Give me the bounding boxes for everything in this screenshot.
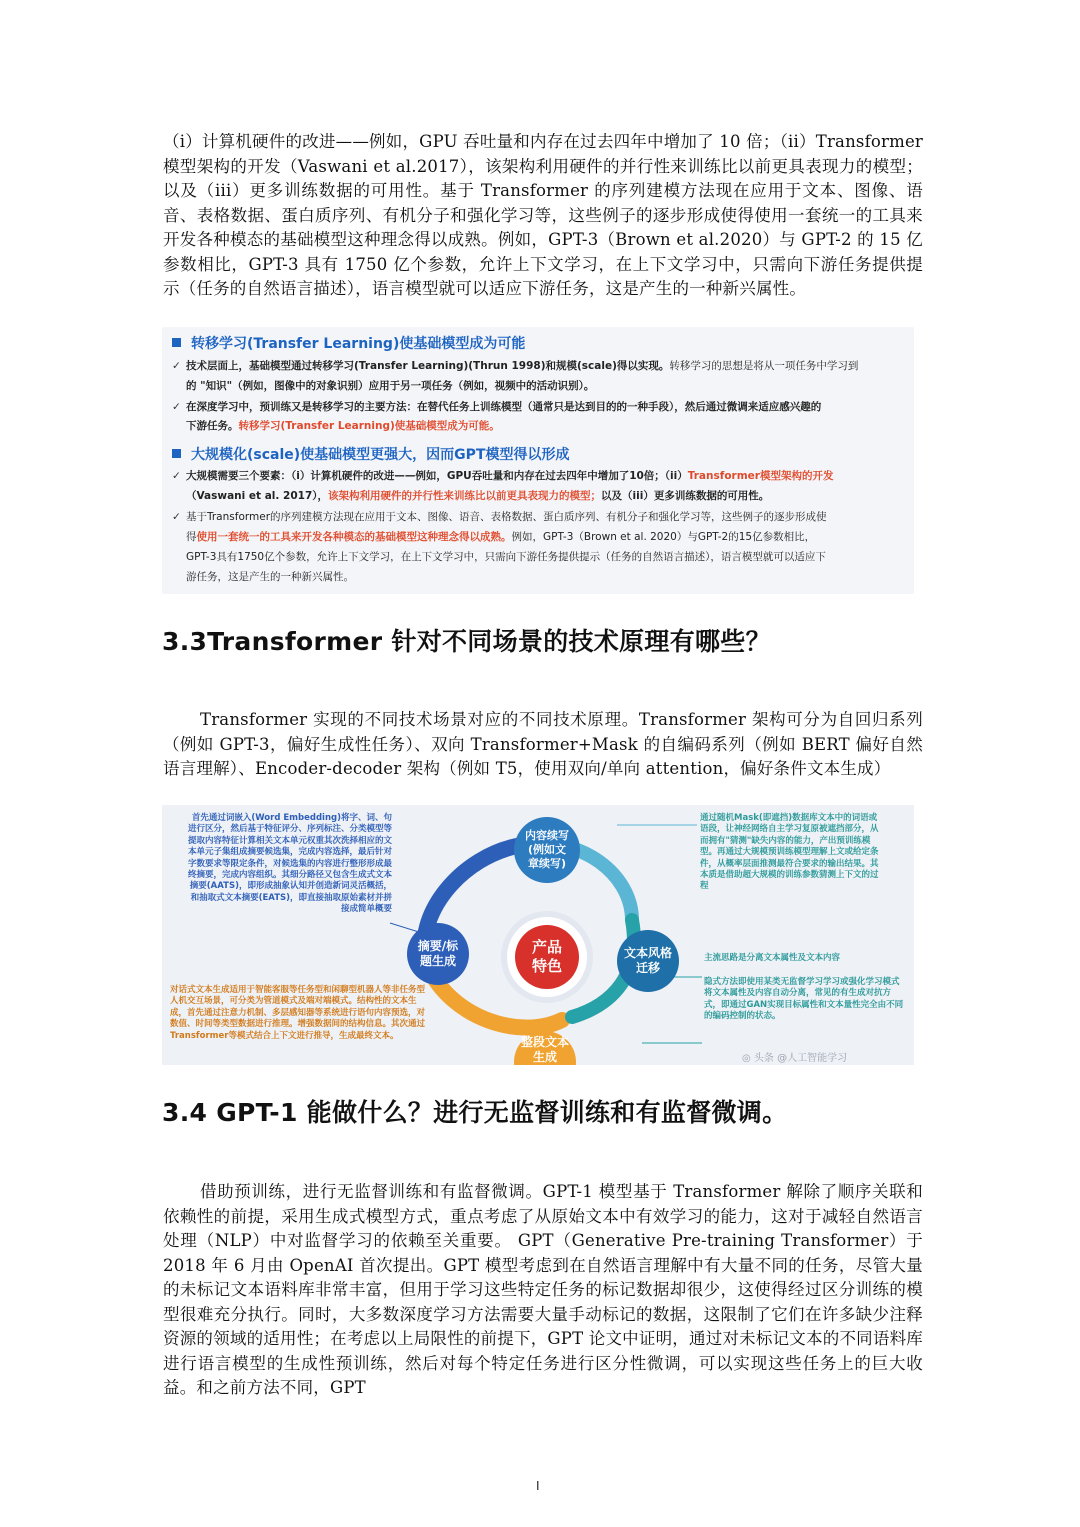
center-hub: 产品 特色: [515, 925, 579, 989]
node-summary-generation: 摘要/标 题生成: [407, 923, 469, 985]
slide1-bullet-1-cont: 的 "知识"（例如，图像中的对象识别）应用于另一项任务（例如，视频中的活动识别）。: [186, 380, 595, 392]
square-bullet-icon: [172, 338, 181, 347]
check-icon: ✓: [172, 401, 181, 413]
summary-generation-desc: 首先通过词嵌入(Word Embedding)将字、词、句进行区分，然后基于特征评分、序列标注、分类模型等提取内容特征计算相关文本单元权重其次洗择相应的文本单元子集组成摘要候选集，完成内容选择，最后针对字数要求等限定条件，对候选集的内容进行整形形成最终摘要，完成内容组织。其细分路径又包含生成式文本摘要(AATS)，即形成抽象认知并创造新词灵活概括，和抽取式文本摘要(EATS)，即直接抽取原始素材并拼接成简单概要: [187, 813, 392, 915]
content-continuation-desc: 通过随机Mask(即遮挡)数据库文本中的词语或语段，让神经网络自主学习复原被遮挡部分，从而拥有"猜测"缺失内容的能力，产出预训练模型。再通过大规模预训练模型理解上文或给定条件，从概率层面推测最符合要求的输出结果。其本质是借助超大规模的训练参数猜测上下文的过程: [700, 813, 879, 892]
node-style-transfer: 文本风格 迁移: [617, 930, 679, 992]
slide1-bullet-2: ✓ 在深度学习中，预训练又是转移学习的主要方法：在替代任务上训练模型（通常只是达到目的的一种手段），然后通过微调来适应感兴趣的: [172, 401, 822, 413]
slide1-heading-1: 转移学习(Transfer Learning)使基础模型成为可能: [172, 333, 525, 353]
section-3-4-paragraph: 借助预训练，进行无监督训练和有监督微调。GPT-1 模型基于 Transformer 解除了顺序关联和依赖性的前提，采用生成式模型方式，重点考虑了从原始文本中有效学习的能力，这对于减轻自然语言处理（NLP）中对监督学习的依赖至关重要。 GPT（Generative Pre-training Transformer）于 2018 年 6 月由 OpenAI 首次提出。GPT 模型考虑到在自然语言理解中有大量不同的任务，尽管大量的未标记文本语料库非常丰富，但用于学习这些特定任务的标记数据却很少，这使得经过区分训练的模型很难充分执行。同时，大多数深度学习方法需要大量手动标记的数据，这限制了它们在许多缺少注释资源的领域的适用性；在考虑以上局限性的前提下，GPT 论文中证明，通过对未标记文本的不同语料库进行语言模型的生成性预训练，然后对每个特定任务进行区分性微调，可以实现这些任务上的巨大收益。和之前方法不同，GPT: [163, 1182, 923, 1397]
check-icon: ✓: [172, 470, 181, 482]
node-full-text-generation: 整段文本 生成: [514, 1031, 576, 1065]
intro-paragraph: （i）计算机硬件的改进——例如，GPU 吞吐量和内存在过去四年中增加了 10 倍；（ii）Transformer 模型架构的开发（Vaswani et al.2017），该架构利用硬件的并行性来训练比以前更具表现力的模型；以及（iii）更多训练数据的可用性。基于 Transformer 的序列建模方法现在应用于文本、图像、语音、表格数据、蛋白质序列、有机分子和强化学习等，这些例子的逐步形成使得使用一套统一的工具来开发各种模态的基础模型这种理念得以成熟。例如，GPT-3（Brown et al.2020）与 GPT-2 的 15 亿参数相比，GPT-3 具有 1750 亿个参数，允许上下文学习，在上下文学习中，只需向下游任务提供提示（任务的自然语言描述），语言模型就可以适应下游任务，这是产生的一种新兴属性。: [163, 132, 923, 298]
slide1-bullet-3-cont: （Vaswani et al. 2017），该架构利用硬件的并行性来训练比以前更具表现力的模型；以及（iii）更多训练数据的可用性。: [186, 490, 770, 502]
style-transfer-heading: 主流思路是分离文本属性及文本内容: [704, 953, 841, 963]
check-icon: ✓: [172, 511, 181, 523]
square-bullet-icon: [172, 449, 181, 458]
slide1-bullet-3: ✓ 大规模需要三个要素：（i）计算机硬件的改进——例如，GPU吞吐量和内存在过去四年中增加了10倍；（ii）Transformer模型架构的开发: [172, 470, 834, 482]
slide1-bullet-4-cont3: 游任务，这是产生的一种新兴属性。: [186, 571, 354, 583]
full-text-generation-desc: 对话式文本生成适用于智能客服等任务型和闲聊型机器人等非任务型人机交互场景，可分类为管道模式及端对端模式。结构性的文本生成，首先通过注意力机制、多层感知器等系统进行语句内容预选，对数值、时间等类型数据进行推理。增强数据间的结构信息。其次通过Transformer等模式结合上下文进行推导，生成最终文本。: [170, 985, 426, 1041]
page-number: I: [536, 1479, 540, 1493]
watermark: ◎ 头条 @人工智能学习: [742, 1053, 848, 1064]
slide1-bullet-1: ✓ 技术层面上，基础模型通过转移学习(Transfer Learning)(Thrun 1998)和规模(scale)得以实现。转移学习的思想是将从一项任务中学习到: [172, 360, 859, 372]
slide1-heading-2: 大规模化(scale)使基础模型更强大，因而GPT模型得以形成: [172, 444, 569, 464]
section-3-3-paragraph: Transformer 实现的不同技术场景对应的不同技术原理。Transformer 架构可分为自回归系列（例如 GPT-3，偏好生成性任务）、双向 Transformer+Mask 的自编码系列（例如 BERT 偏好自然语言理解）、Encoder-decoder 架构（例如 T5，使用双向/单向 attention，偏好条件文本生成）: [163, 710, 923, 778]
transformer-scenarios-diagram: [162, 805, 914, 1065]
style-transfer-desc: 隐式方法即使用某类无监督学习学习或强化学习模式将文本属性及内容自动分离，常见的有生成对抗方式，即通过GAN实现目标属性和文本量性完全由不同的编码控制的状态。: [704, 977, 904, 1022]
slide1-bullet-4-cont2: GPT-3具有1750亿个参数，允许上下文学习，在上下文学习中，只需向下游任务提供提示（任务的自然语言描述），语言模型就可以适应下: [186, 551, 826, 563]
section-3-4-heading: 3.4 GPT-1 能做什么？进行无监督训练和有监督微调。: [162, 1098, 788, 1127]
slide1-bullet-2-cont: 下游任务。转移学习(Transfer Learning)使基础模型成为可能。: [186, 420, 500, 432]
slide1-bullet-4: ✓ 基于Transformer的序列建模方法现在应用于文本、图像、语音、表格数据、蛋白质序列、有机分子和强化学习等，这些例子的逐步形成使: [172, 511, 827, 523]
node-content-continuation: 内容续写 (例如文 章续写): [514, 817, 580, 883]
section-3-3-heading: 3.3Transformer 针对不同场景的技术原理有哪些？: [162, 627, 771, 656]
transfer-learning-slide: [162, 327, 914, 594]
check-icon: ✓: [172, 360, 181, 372]
center-hub-ring: [507, 917, 587, 997]
slide1-bullet-4-cont: 得使用一套统一的工具来开发各种模态的基础模型这种理念得以成熟。例如，GPT-3（Brown et al. 2020）与GPT-2的15亿参数相比，: [186, 531, 816, 543]
